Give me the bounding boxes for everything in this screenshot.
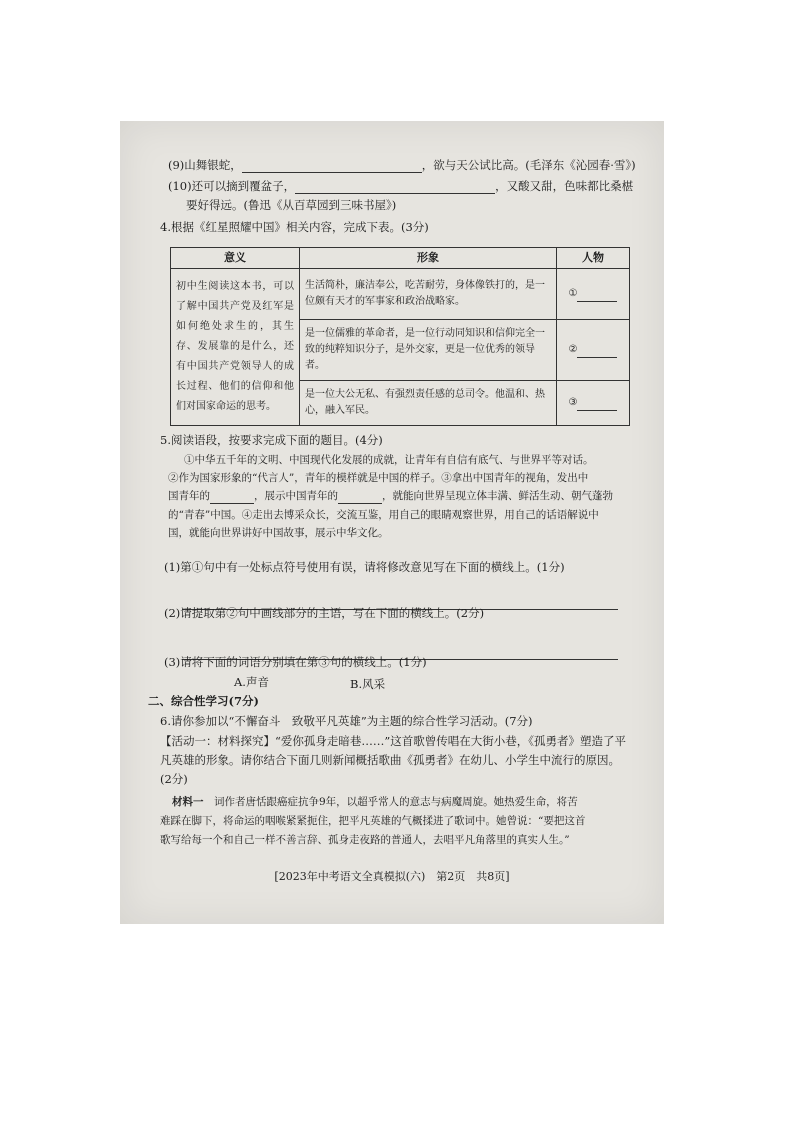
table-row [171, 269, 630, 320]
q5-passage-line: 国，就能向世界讲好中国故事，展示中华文化。 [168, 527, 389, 539]
q6-prompt: 6.请你参加以“不懈奋斗 致敬平凡英雄”为主题的综合性学习活动。(7分) [160, 714, 533, 728]
header-image: 形象 [300, 248, 557, 269]
option-a: A.声音 [234, 675, 269, 689]
person-cell[interactable]: ① [557, 269, 630, 320]
material1-line: 材料一 词作者唐恬跟癌症抗争9年，以超乎常人的意志与病魔周旋。她热爱生命，将苦 [172, 796, 578, 808]
page-footer: [2023年中考语文全真模拟(六) 第2页 共8页] [274, 870, 510, 883]
section2-title: 二、综合性学习(7分) [148, 694, 259, 708]
header-person: 人物 [557, 248, 630, 269]
q3-item-10-cont: 要好得远。(鲁迅《从百草园到三味书屋》) [186, 198, 397, 212]
q5-passage-line: ②作为国家形象的“代言人”，青年的模样就是中国的样子。③拿出中国青年的视角，发出中 [168, 472, 589, 484]
material1-label: 材料一 [172, 796, 204, 808]
q5-sub3: (3)请将下面的词语分别填在第③句的横线上。(1分) [164, 655, 427, 669]
passage-blank-2[interactable] [338, 491, 382, 504]
material1-line: 难踩在脚下，将命运的咽喉紧紧扼住，把平凡英雄的气概揉进了歌词中。她曾说：“要把这首 [160, 815, 586, 827]
image-cell: 是一位儒雅的革命者，是一位行动同知识和信仰完全一致的纯粹知识分子，是外交家，更是一位优秀的领导者。 [300, 320, 557, 381]
passage-blank-1[interactable] [210, 491, 254, 504]
q5-sub1: (1)第①句中有一处标点符号使用有误，请将修改意见写在下面的横线上。(1分) [164, 560, 565, 574]
q4-prompt: 4.根据《红星照耀中国》相关内容，完成下表。(3分) [160, 220, 429, 234]
image-cell: 生活简朴，廉洁奉公，吃苦耐劳，身体像铁打的，是一位颇有天才的军事家和政治战略家。 [300, 269, 557, 320]
q5-passage-line: 的“青春”中国。④走出去博采众长，交流互鉴，用自己的眼睛观察世界，用自己的话语解说中 [168, 509, 599, 521]
option-b: B.风采 [350, 677, 386, 691]
material1-line: 歌写给每一个和自己一样不善言辞、孤身走夜路的普通人，去唱平凡角落里的真实人生。” [160, 834, 570, 846]
activity1-line: (2分) [160, 772, 188, 786]
person-cell[interactable]: ② [557, 320, 630, 381]
activity1-line: 凡英雄的形象。请你结合下面几则新闻概括歌曲《孤勇者》在幼儿、小学生中流行的原因。 [160, 753, 620, 767]
person-cell[interactable]: ③ [557, 381, 630, 426]
answer-blank-9[interactable] [242, 160, 422, 173]
q3-item-9: (9)山舞银蛇， ，欲与天公试比高。(毛泽东《沁园春·雪》) [168, 158, 636, 172]
q3-item-10: (10)还可以摘到覆盆子， ，又酸又甜，色味都比桑椹 [168, 179, 634, 193]
q5-passage-line: 国青年的 ，展示中国青年的 ，就能向世界呈现立体丰满、鲜活生动、朝气蓬勃 [168, 490, 613, 502]
q5-prompt: 5.阅读语段，按要求完成下面的题目。(4分) [160, 433, 383, 447]
q5-sub2: (2)请提取第②句中画线部分的主语，写在下面的横线上。(2分) [164, 606, 485, 620]
answer-blank-10[interactable] [295, 181, 495, 194]
meaning-cell: 初中生阅读这本书，可以了解中国共产党及红军是如何绝处求生的，其生存、发展靠的是什么，还有中国共产党领导人的成长过程、他们的信仰和他们对国家命运的思考。 [171, 269, 300, 426]
q4-table [170, 247, 630, 426]
activity1-line: 【活动一：材料探究】“爱你孤身走暗巷……”这首歌曾传唱在大街小巷，《孤勇者》塑造了平 [160, 734, 627, 748]
header-meaning: 意义 [171, 248, 300, 269]
exam-sheet [120, 121, 664, 924]
table-header-row [171, 248, 630, 269]
q5-passage-line: ①中华五千年的文明、中国现代化发展的成就，让青年有自信有底气、与世界平等对话。 [184, 454, 594, 466]
image-cell: 是一位大公无私、有强烈责任感的总司令。他温和、热心，融入军民。 [300, 381, 557, 426]
